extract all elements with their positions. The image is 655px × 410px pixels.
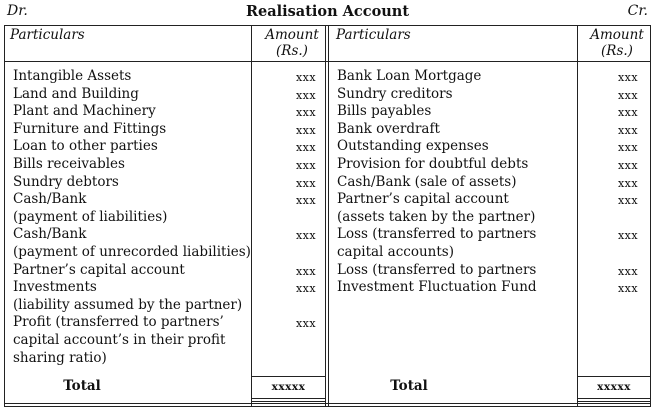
debit-particulars-header: Particulars — [10, 27, 85, 43]
debit-particular-line: Partner’s capital account — [13, 261, 185, 278]
credit-amount-divider — [577, 25, 578, 407]
credit-particular-line: Investment Fluctuation Fund — [337, 279, 537, 296]
debit-particular-line: Furniture and Fittings — [13, 120, 167, 137]
debit-amount-divider — [251, 25, 252, 407]
credit-particular-line: Bills payables — [337, 103, 432, 120]
table-bottom-rule-2 — [4, 406, 651, 407]
debit-amount-header-line1: Amount — [265, 27, 319, 43]
debit-particular-line: (liability assumed by the partner) — [13, 296, 243, 313]
credit-particular-line: Sundry creditors — [337, 85, 453, 102]
credit-amount-value: xxx — [617, 194, 639, 208]
credit-amount-value: xxx — [617, 229, 639, 243]
debit-particular-line: Investments — [13, 279, 97, 296]
debit-total-rule-top — [252, 376, 325, 377]
debit-total-label: Total — [63, 378, 101, 394]
credit-particular-line: Cash/Bank (sale of assets) — [337, 173, 517, 190]
credit-total-amount: xxxxx — [597, 381, 631, 393]
debit-total-amount: xxxxx — [271, 381, 306, 393]
debit-particular-line: Land and Building — [13, 85, 139, 102]
credit-amount-header-line2: (Rs.) — [601, 43, 633, 59]
credit-particular-line: Provision for doubtful debts — [337, 156, 529, 172]
total-double-rule-2 — [252, 401, 325, 402]
debit-amount-value: xxx — [295, 229, 317, 243]
total-double-rule-3 — [578, 398, 650, 399]
debit-amount-value: xxx — [295, 106, 317, 120]
debit-amount-value: xxx — [295, 176, 317, 190]
debit-amount-value: xxx — [295, 317, 317, 331]
debit-amount-value: xxx — [295, 141, 317, 155]
credit-amount-value: xxx — [617, 106, 639, 120]
credit-amount-value: xxx — [617, 141, 639, 155]
credit-amount-value: xxx — [617, 282, 639, 296]
credit-amount-value: xxx — [617, 88, 639, 102]
debit-amount-value: xxx — [295, 123, 317, 137]
account-title: Realisation Account — [245, 3, 410, 20]
credit-amount-value: xxx — [617, 123, 639, 137]
credit-amount-header-line1: Amount — [590, 27, 644, 43]
total-double-rule-4 — [578, 401, 650, 402]
table-bottom-rule-1 — [4, 403, 651, 404]
credit-particulars-header: Particulars — [336, 27, 411, 43]
debit-particular-line: Sundry debtors — [13, 173, 119, 190]
realisation-account-table — [4, 25, 651, 407]
credit-particular-line: Loss (transferred to partners — [337, 261, 537, 278]
debit-amount-value: xxx — [295, 194, 317, 208]
debit-amount-value: xxx — [295, 282, 317, 296]
credit-amount-value: xxx — [617, 71, 639, 84]
table-left-border — [4, 25, 5, 407]
debit-particular-line: Plant and Machinery — [13, 103, 156, 120]
debit-amount-value: xxx — [295, 264, 317, 278]
credit-particular-line: Partner’s capital account — [337, 191, 509, 208]
debit-amount-value: xxx — [295, 159, 317, 172]
credit-total-rule-top — [578, 376, 650, 377]
credit-particular-line: Loss (transferred to partners — [337, 226, 537, 243]
debit-amount-header-line2: (Rs.) — [276, 43, 308, 59]
debit-particular-line: sharing ratio) — [13, 349, 107, 366]
credit-particular-line: capital accounts) — [337, 244, 454, 260]
credit-amount-value: xxx — [617, 264, 639, 278]
debit-amount-value: xxx — [295, 71, 317, 84]
debit-particular-line: Intangible Assets — [13, 68, 132, 84]
credit-total-label: Total — [390, 378, 428, 394]
debit-particular-line: Cash/Bank — [13, 191, 87, 208]
credit-particular-line: (assets taken by the partner) — [337, 208, 536, 225]
header-rule — [4, 61, 651, 62]
credit-particular-line: Bank overdraft — [337, 120, 440, 137]
cr-label: Cr. — [627, 3, 648, 19]
debit-particular-line: Loan to other parties — [13, 138, 158, 155]
dr-label: Dr. — [7, 3, 28, 19]
debit-amount-value: xxx — [295, 88, 317, 102]
debit-particular-line: Cash/Bank — [13, 226, 87, 243]
credit-amount-value: xxx — [617, 176, 639, 190]
debit-particular-line: capital account’s in their profit — [13, 332, 226, 348]
debit-particular-line: (payment of liabilities) — [13, 208, 168, 225]
debit-particular-line: Profit (transferred to partners’ — [13, 314, 224, 331]
debit-particular-line: (payment of unrecorded liabilities) — [13, 244, 251, 260]
total-double-rule-1 — [252, 398, 325, 399]
credit-particular-line: Bank Loan Mortgage — [337, 68, 482, 84]
credit-amount-value: xxx — [617, 159, 639, 172]
debit-particular-line: Bills receivables — [13, 156, 125, 172]
credit-particular-line: Outstanding expenses — [337, 138, 489, 155]
